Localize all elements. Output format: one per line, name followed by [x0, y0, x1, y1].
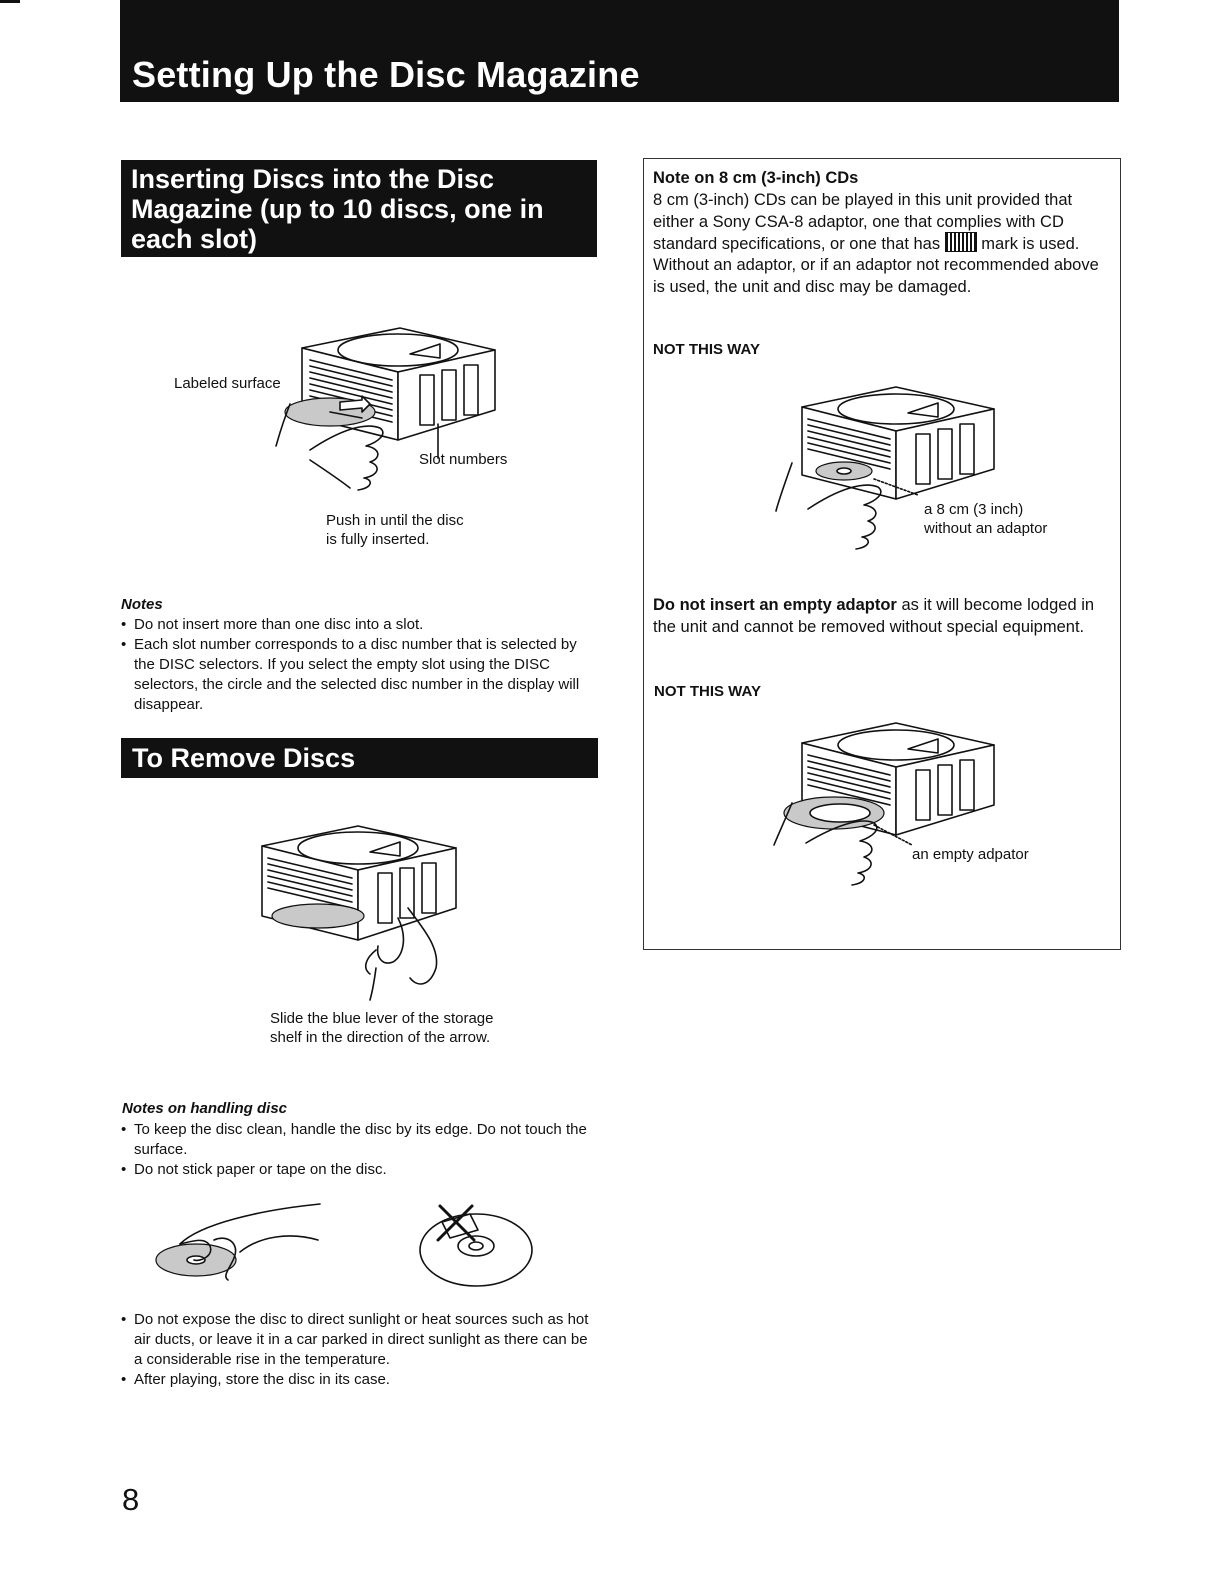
label-slot-numbers: Slot numbers — [419, 451, 508, 468]
section-heading-remove — [121, 738, 598, 778]
remove-disc-illustration — [258, 818, 468, 1003]
corner-mark — [0, 0, 20, 3]
note-box-body-part1: 8 cm (3-inch) CDs can be played in this unit provided that either a Sony CSA-8 adaptor, one that complies with CD standard specifications, or one that has — [653, 191, 1073, 253]
insert-disc-illustration — [270, 320, 530, 500]
caption-push-in-line2: is fully inserted. — [326, 531, 430, 548]
label-8cm-line1: a 8 cm (3 inch) — [924, 501, 1024, 518]
caption-push-in-line1: Push in until the disc — [326, 512, 464, 529]
page-title: Setting Up the Disc Magazine — [132, 54, 640, 95]
empty-adaptor-warning-rest: as it will become lodged in the unit and cannot be removed without special equipment. — [653, 596, 1095, 636]
disc-with-tape-crossed-illustration — [418, 1200, 538, 1290]
more-notes-list — [121, 1310, 596, 1390]
caption-push-in — [326, 511, 464, 549]
label-8cm-line2: without an adaptor — [924, 520, 1048, 537]
note-box-title: Note on 8 cm (3-inch) CDs — [653, 169, 859, 187]
not-this-way-label-2: NOT THIS WAY — [654, 683, 761, 700]
section-heading-inserting — [121, 160, 597, 257]
compact-disc-logo-icon — [945, 232, 977, 252]
empty-adaptor-warning-bold: Do not insert an empty adaptor — [653, 596, 897, 614]
not-this-way-label-1: NOT THIS WAY — [653, 341, 760, 358]
notes-list — [121, 615, 601, 715]
caption-slide-lever-line2: shelf in the direction of the arrow. — [270, 1029, 491, 1046]
note-box-8cm — [643, 158, 1121, 950]
section-heading-remove-text: To Remove Discs — [132, 743, 356, 773]
list-item: • To keep the disc clean, handle the disc by its edge. Do not touch the surface. — [121, 1120, 591, 1160]
handling-notes-title: Notes on handling disc — [122, 1100, 288, 1117]
label-8cm-without-adaptor — [924, 500, 1047, 538]
label-empty-adaptor: an empty adpator — [912, 846, 1029, 863]
notes-title: Notes — [121, 596, 163, 613]
list-item: • Each slot number corresponds to a disc number that is selected by the DISC selectors. If you select the empty slot using the DISC selectors, the circle and the selected disc number in the display will disappear. — [121, 635, 601, 715]
page-number: 8 — [122, 1482, 140, 1517]
list-item: • After playing, store the disc in its case. — [121, 1370, 596, 1390]
note-box-body — [653, 190, 1105, 299]
handling-notes-list — [121, 1120, 591, 1180]
caption-slide-lever — [270, 1009, 493, 1047]
section-heading-inserting-text: Inserting Discs into the Disc Magazine (up to 10 discs, one in each slot) — [131, 164, 544, 254]
page-banner — [120, 0, 1119, 102]
caption-slide-lever-line1: Slide the blue lever of the storage — [270, 1010, 494, 1027]
note-box-body-part2: mark is used. Without an adaptor, or if an adaptor not recommended above is used, the unit and disc may be damaged. — [653, 234, 1099, 297]
list-item: • Do not stick paper or tape on the disc. — [121, 1160, 591, 1180]
label-labeled-surface: Labeled surface — [174, 375, 281, 392]
hand-holding-disc-illustration — [150, 1196, 330, 1286]
list-item: • Do not expose the disc to direct sunlight or heat sources such as hot air ducts, or leave it in a car parked in direct sunlight as there can be a considerable rise in the temperature. — [121, 1310, 596, 1370]
empty-adaptor-warning — [653, 595, 1105, 639]
list-item: • Do not insert more than one disc into a slot. — [121, 615, 601, 635]
